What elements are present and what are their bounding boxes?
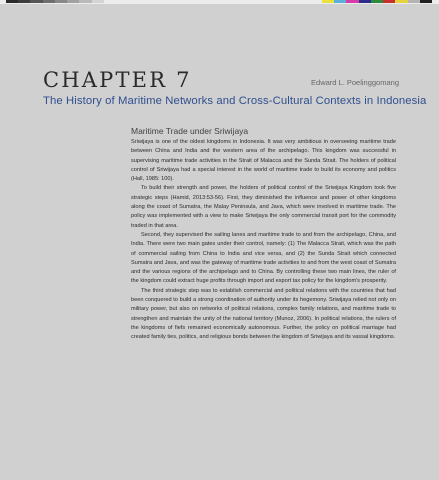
chapter-title: The History of Maritime Networks and Cross-Cultural Contexts in Indonesia — [43, 95, 427, 107]
paragraph: To build their strength and power, the holders of political control of the Sriwijaya Kingdom took five strategic steps (Hamid, 2013:53-56). First, they diminished the influence and power of other kingdoms along the coast of Sumatra, the Malay Peninsula, and Java, which were involved in maritime trade. The policy was implemented with a view to make Sriwijaya the only commercial transit port for the commodity traded in that area. — [131, 185, 396, 229]
paragraph: Second, they supervised the sailing lanes and maritime trade to and from the archipelago, China, and India. There were two main gates under their control, namely: (1) The Malacca Strait, which was the path of commercial sailing from China to India and vice versa, and (2) the Sunda Strait which connected Sumatra and Java, and was the gateway of maritime trade activities to and from the west coast of Sumatra and the various regions of the archipelago and to China. By controlling these two main lines, the ruler of the kingdom could extract huge profits through import and export tax policy for the kingdom's prosperity. — [131, 231, 396, 285]
calibration-swatch — [43, 0, 55, 3]
calibration-swatch — [346, 0, 358, 3]
chapter-author: Edward L. Poelinggomang — [311, 78, 399, 87]
calibration-swatch — [6, 0, 18, 3]
calibration-swatch — [359, 0, 371, 3]
calibration-swatch — [408, 0, 420, 3]
calibration-swatch — [395, 0, 407, 3]
calibration-swatch — [383, 0, 395, 3]
grayscale-calibration-bar — [6, 0, 116, 3]
calibration-swatch — [79, 0, 91, 3]
calibration-swatch — [420, 0, 432, 3]
calibration-swatch — [92, 0, 104, 3]
calibration-swatch — [67, 0, 79, 3]
paragraph: Sriwijaya is one of the oldest kingdoms in Indonesia. It was very ambitious in overseeing maritime trade between China and India and the western area of the archipelago. This kingdom was successful in supervising maritime trade activities in the Strait of Malacca and the Sunda Strait. The holders of political control of Sriwijaya had a special interest in the world of maritime trade to build its economy and politics (Hall, 1985: 100). — [131, 139, 396, 183]
paragraph: The third strategic step was to establish commercial and political relations with the countries that had been conquered to build a strong coordination of authority under its hegemony. Sriwijaya relied not only on military power, but also on networks of political relations, complex family relations, and maritime trade to strengthen and maintain the unity of the national territory (Munoz, 2006). In political relations, the rulers of the kingdoms of fiefs remained economically autonomous. Further, the policy on political marriage had created family ties, politics, and religious bonds between the kingdom of Sriwijaya and its vassal kingdoms. — [131, 287, 396, 341]
calibration-swatch — [55, 0, 67, 3]
calibration-swatch — [104, 0, 116, 3]
calibration-swatch — [322, 0, 334, 3]
calibration-swatch — [18, 0, 30, 3]
body-text — [131, 138, 396, 343]
color-calibration-bar — [322, 0, 432, 3]
chapter-number: CHAPTER 7 — [43, 68, 192, 92]
calibration-swatch — [371, 0, 383, 3]
calibration-swatch — [30, 0, 42, 3]
calibration-swatch — [334, 0, 346, 3]
section-heading: Maritime Trade under Sriwijaya — [131, 126, 249, 136]
